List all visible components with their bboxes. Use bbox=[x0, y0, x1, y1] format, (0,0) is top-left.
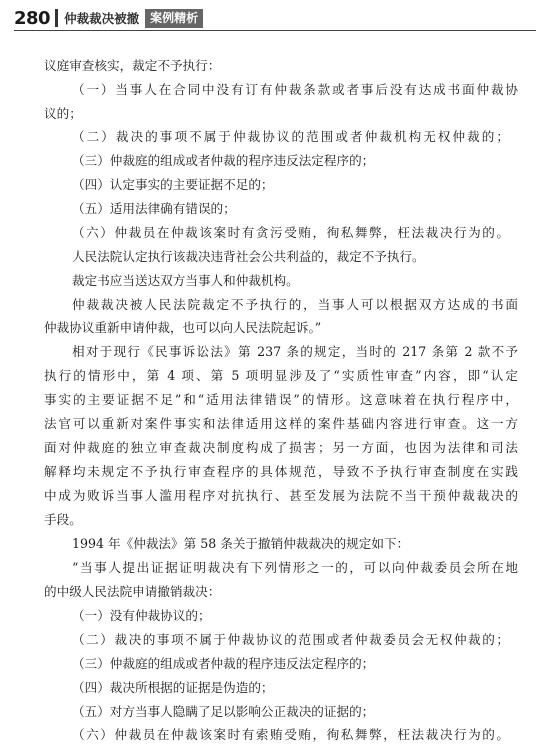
text-line: 解释均未规定不予执行审查程序的具体规范，导致不予执行审查制度在实践 bbox=[44, 464, 518, 479]
text-line: （二）裁决的事项不属于仲裁协议的范围或者仲裁机构无权仲裁的； bbox=[72, 129, 509, 144]
text-line: （一）当事人在合同中没有订有仲裁条款或者事后没有达成书面仲裁协 bbox=[72, 82, 518, 97]
section-tag: 案例精析 bbox=[145, 9, 203, 28]
text-line: 手段。 bbox=[44, 512, 82, 527]
text-line: 仲裁协议重新申请仲裁，也可以向人民法院起诉。” bbox=[44, 320, 322, 335]
text-line: （五）对方当事人隐瞒了足以影响公正裁决的证据的； bbox=[72, 704, 375, 719]
text-line: （三）仲裁庭的组成或者仲裁的程序违反法定程序的； bbox=[72, 656, 375, 671]
text-line: 事实的主要证据不足”和“适用法律错误”的情形。这意味着在执行程序中， bbox=[44, 392, 518, 407]
text-line: （五）适用法律确有错误的； bbox=[72, 201, 236, 216]
page-number: 280 bbox=[14, 7, 51, 29]
text-line: （一）没有仲裁协议的； bbox=[72, 608, 211, 623]
text-line: （三）仲裁庭的组成或者仲裁的程序违反法定程序的； bbox=[72, 153, 375, 168]
text-line: 中成为败诉当事人滥用程序对抗执行、甚至发展为法院不当干预仲裁裁决的 bbox=[44, 488, 518, 503]
text-line: 人民法院认定执行该裁决违背社会公共利益的，裁定不予执行。 bbox=[72, 249, 425, 264]
text-line: （二）裁决的事项不属于仲裁协议的范围或者仲裁委员会无权仲裁的； bbox=[72, 632, 509, 647]
text-line: 的中级人民法院申请撤销裁决： bbox=[44, 584, 221, 599]
text-line: 相对于现行《民事诉讼法》第 237 条的规定，当时的 217 条第 2 款不予 bbox=[72, 344, 518, 359]
text-line: 法官可以重新对案件事实和法律适用这样的案件基础内容进行审查。这一方 bbox=[44, 416, 518, 431]
page-header bbox=[14, 8, 203, 28]
text-line: 议庭审查核实，裁定不予执行： bbox=[44, 58, 221, 73]
text-line: 执行的情形中，第 4 项、第 5 项明显涉及了“实质性审查”内容，即“认定 bbox=[44, 368, 518, 383]
book-title: 仲裁裁决被撤 bbox=[64, 11, 140, 26]
text-line: 仲裁裁决被人民法院裁定不予执行的，当事人可以根据双方达成的书面 bbox=[72, 297, 518, 312]
text-line: 议的； bbox=[44, 106, 82, 121]
text-line: 1994 年《仲裁法》第 58 条关于撤销仲裁裁决的规定如下： bbox=[72, 536, 410, 551]
text-line: “当事人提出证据证明裁决有下列情形之一的，可以向仲裁委员会所在地 bbox=[72, 560, 518, 575]
header-divider bbox=[55, 9, 58, 27]
text-line: （六）仲裁员在仲裁该案时有索贿受贿，徇私舞弊，枉法裁决行为的。 bbox=[72, 727, 509, 742]
text-line: （四）认定事实的主要证据不足的； bbox=[72, 177, 274, 192]
header-rule bbox=[14, 30, 536, 31]
text-line: 裁定书应当送达双方当事人和仲裁机构。 bbox=[72, 273, 299, 288]
text-line: （六）仲裁员在仲裁该案时有贪污受贿，徇私舞弊，枉法裁决行为的。 bbox=[72, 225, 509, 240]
text-line: （四）裁决所根据的证据是伪造的； bbox=[72, 680, 274, 695]
text-line: 面对仲裁庭的独立审查裁决制度构成了损害；另一方面，也因为法律和司法 bbox=[44, 440, 518, 455]
